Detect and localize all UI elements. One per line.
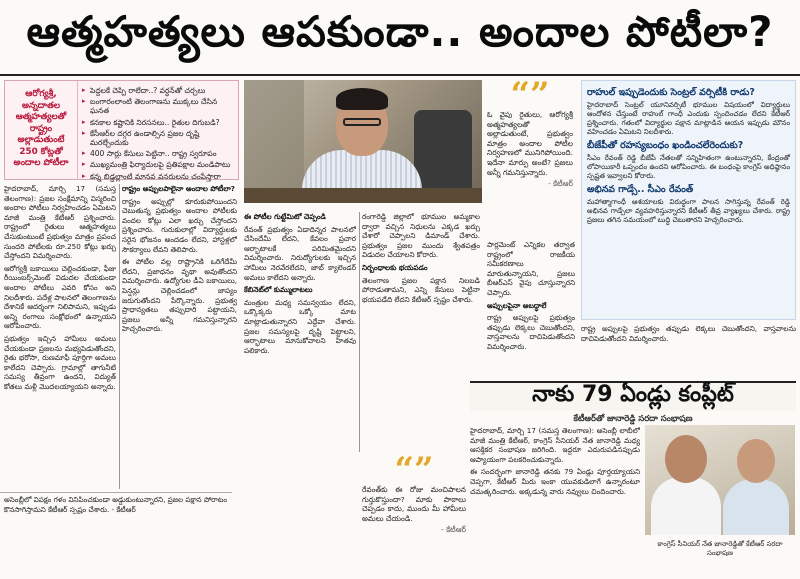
paragraph: హైదరాబాద్‌, మార్చి 17 (సమస్త తెలంగాణ): అసెంబ్లీ లాబీలో మాజీ మంత్రి కేటీఆర్, కాంగ్రెస్ సీనియర్ నేత జానారెడ్డి మధ్య ఆసక్తికర సంభాషణ జరిగింది. ఇద్దరూ ఎదురుపడినప్పుడు ఆప్యాయంగా పలకరించుకున్నారు. bbox=[470, 426, 640, 464]
quote-mark-icon: “” bbox=[394, 450, 434, 490]
bottom-left-text: అసెంబ్లీలో విపక్షం గళం వినిపించకుండా అడ్డుకుంటున్నారని, ప్రజల పక్షాన పోరాటం కొనసాగిస్తామని కేటీఆర్ స్పష్టం చేశారు. - కేటీఆర్ bbox=[4, 495, 228, 514]
quote-attribution: - కేటీఆర్ bbox=[548, 179, 573, 189]
column-subhead: ఈ పోటీల గుట్టేమిటో చెప్పండి bbox=[244, 212, 326, 221]
paragraph: రంగారెడ్డి జిల్లాలో భూముల అమ్మకాల ద్వారా వచ్చిన నిధులను ఎక్కడ ఖర్చు చేశారో చెప్పాలని డిమాండ్ చేశారు. ప్రభుత్వం ప్రజల ముందు శ్వేతపత్రం విడుదల చేయాలని కోరారు. bbox=[362, 212, 480, 260]
paragraph: ప్రభుత్వం ఇచ్చిన హామీలు అమలు చేయకుండా ప్రజలను మభ్యపెడుతోందని, రైతు భరోసా, రుణమాఫీ పూర్తిగా అమలు కాలేదని చెప్పారు. గ్రామాల్లో తాగునీటి సమస్య తీవ్రంగా ఉందని, విద్యుత్ కోతలు మళ్లీ మొదలయ్యాయని అన్నారు. bbox=[4, 333, 116, 391]
paragraph: పార్లమెంట్ ఎన్నికల తర్వాత రాష్ట్రంలో రాజకీయ సమీకరణాలు మారుతున్నాయని, ప్రజలు బీఆర్ఎస్ వైపు చూస్తున్నారని చెప్పారు. bbox=[487, 240, 575, 297]
quote-box bbox=[487, 75, 573, 235]
glasses-shape bbox=[343, 118, 381, 126]
paragraph: రాష్ట్రం అప్పుల్లో కూరుకుపోయిందని చెబుతున్న ప్రభుత్వం అందాల పోటీలకు వందల కోట్లు ఎలా ఖర్చు చేస్తోందని ప్రశ్నించారు. గురుకులాల్లో విద్యార్థులకు సరైన భోజనం అందడం లేదని, హాస్టళ్లలో సౌకర్యాలు లేవని తెలిపారు. bbox=[122, 196, 237, 254]
sidebar-heading: అభినవ గాడ్సే.. సీఎం రేవంత్ bbox=[587, 184, 694, 196]
column-subhead: నిర్బంధాలకు భయపడం bbox=[362, 262, 428, 272]
paragraph: ఈ పోటీల వల్ల రాష్ట్రానికి ఒరిగేదేమీ లేదని, ప్రజాధనం వృథా అవుతోందని విమర్శించారు. ఉద్యోగుల డీఏ బకాయిలు, పెన్షన్లు చెల్లించడంలో జాప్యం జరుగుతోందని పేర్కొన్నారు. ప్రభుత్వ ప్రాధాన్యతలు తప్పుదారి పట్టాయని, ప్రజలు అన్నీ గమనిస్తున్నారని హెచ్చరించారు. bbox=[122, 257, 237, 334]
column-subhead: కేబినెట్‌లో కుమ్ములాటలు bbox=[244, 285, 313, 295]
column-subhead: రాష్ట్రం అప్పులపాలైనా అందాల పోటీలా? bbox=[122, 184, 235, 193]
story-headline: నాకు 79 ఏండ్లు కంప్లీట్ bbox=[470, 381, 796, 411]
paragraph: రాష్ట్ర అప్పులపై ప్రభుత్వం తప్పుడు లెక్కలు చెబుతోందని, వాస్తవాలను దాచిపెడుతోందని విమర్శించారు. bbox=[487, 313, 575, 351]
paragraph: రేవంత్ ప్రభుత్వం ఏడాదిన్నర పాలనలో చేసిందేమీ లేదని, కేవలం ప్రచార ఆర్భాటాలకే పరిమితమైందని విమర్శించారు. నిరుద్యోగులకు ఇచ్చిన హామీలు నెరవేరలేదని, జాబ్ క్యాలెండర్ అమలు కాలేదని అన్నారు. bbox=[244, 224, 356, 282]
sidebar-paragraph: మహాత్మాగాంధీ ఆశయాలకు విరుద్ధంగా పాలన సాగిస్తున్న రేవంత్ రెడ్డి అభినవ గాడ్సేలా వ్యవహరిస్తున్నారని కేటీఆర్ తీవ్ర వ్యాఖ్యలు చేశారు. రాష్ట్ర ప్రజలు తగిన సమయంలో బుద్ధి చెబుతారని హెచ్చరించారు. bbox=[587, 197, 790, 225]
paragraph: ఈ సందర్భంగా జానారెడ్డి తనకు 79 ఏండ్లు పూర్తయ్యాయని చెప్పగా, కేటీఆర్ మీరు ఇంకా యువకుడిలాగే ఉన్నారంటూ చమత్కరించారు. అక్కడున్న వారు నవ్వులు చిందించారు. bbox=[470, 467, 640, 496]
sidebar-paragraph: హైదరాబాద్ సెంట్రల్ యూనివర్సిటీ భూముల విషయంలో విద్యార్థులు ఆందోళన చేస్తుంటే రాహుల్ గాంధీ ఎందుకు స్పందించడం లేదని కేటీఆర్ ప్రశ్నించారు. గతంలో విద్యార్థుల పక్షాన మాట్లాడిన ఆయన ఇప్పుడు మౌనం వహించడం ఏమిటని నిలదీశారు. bbox=[587, 100, 790, 137]
article-column-5 bbox=[487, 240, 575, 378]
photo-caption: కాంగ్రెస్ సీనియర్ నేత జానారెడ్డితో కేటీఆర్ సరదా సంభాషణ bbox=[657, 540, 783, 557]
paragraph: హైదరాబాద్‌, మార్చి 17 (సమస్త తెలంగాణ): ప్రజల సంక్షేమాన్ని విస్మరించి అందాల పోటీలు నిర్వహించడం ఏమిటని మాజీ మంత్రి కేటీఆర్ ప్రశ్నించారు. రాష్ట్రంలో రైతులు ఆత్మహత్యలు చేసుకుంటుంటే ప్రభుత్వం మాత్రం ప్రపంచ సుందరి పోటీలకు రూ.250 కోట్లు ఖర్చు చేస్తోందని విమర్శించారు. bbox=[4, 184, 116, 261]
column-divider bbox=[119, 184, 120, 489]
janareddy-ktr-photo bbox=[645, 425, 795, 535]
person-body bbox=[723, 479, 789, 535]
column-divider bbox=[359, 212, 360, 452]
quote-text: ఓ వైపు రైతులు, ఆరోగ్యశ్రీ అత్మహత్యలతో అల్లాడుతుంటే, ప్రభుత్వం మాత్రం అందాల పోటీల నిర్వహణలో మునిగిపోయింది. ఇదేనా మార్పు అంటే? ప్రజలు అన్నీ గమనిస్తున్నారు. bbox=[487, 110, 573, 177]
bottom-quote-box bbox=[362, 450, 466, 536]
person-hair bbox=[336, 88, 388, 110]
box-kicker: ఆరోగ్యశ్రీ, అన్నదాతల ఆత్మహత్యలతో రాష్ట్రం అల్లాడుతుంటే 250 కోట్లతో అందాల పోటీలా bbox=[13, 89, 69, 168]
key-points-list bbox=[77, 81, 238, 179]
person-head bbox=[665, 435, 707, 483]
article-column-1 bbox=[4, 184, 116, 489]
list-item: ▸ 400 సార్లు కేసులు పెట్టినా.. రాష్ట్ర స్వరూపం bbox=[82, 149, 234, 158]
list-item: ▸ పెద్దలకే చెప్పి రాలేదా..? వర్ధన్‌తో చర్చలు bbox=[82, 86, 234, 95]
quote-attribution: - కేటీఆర్ bbox=[441, 525, 466, 535]
list-item: ▸ కేసీఆర్‌ల దగ్గర ఉండాల్సిన ప్రజల దృష్టి మరల్చేందుకు bbox=[82, 129, 234, 147]
article-column-6 bbox=[581, 324, 796, 378]
paragraph: ఆరోగ్యశ్రీ బకాయిలు చెల్లించకుండా, ఫీజు రీయింబర్స్‌మెంట్ విడుదల చేయకుండా అందాల పోటీలు ఎవరి కోసం అని నిలదీశారు. పదేళ్ల పాలనలో తెలంగాణను దేశానికే ఆదర్శంగా నిలిపామని, ఇప్పుడు అన్ని రంగాలు సంక్షోభంలో ఉన్నాయని ఆరోపించారు. bbox=[4, 263, 116, 331]
sidebar-box bbox=[581, 80, 796, 320]
paragraph: రాష్ట్ర అప్పులపై ప్రభుత్వం తప్పుడు లెక్కలు చెబుతోందని, వాస్తవాలను దాచిపెడుతోందని విమర్శించారు. bbox=[581, 324, 796, 343]
list-item: ▸ ముఖ్యమంత్రి ఫిర్యాదులపై ప్రతిపక్షాల మండిపాటు bbox=[82, 160, 234, 169]
story-subheadline: కేటీఆర్‌తో జానారెడ్డి సరదా సంభాషణ bbox=[573, 413, 693, 423]
paragraph: మంత్రుల మధ్య సమన్వయం లేదని, ఒక్కొక్కరు ఒక్కో మాట మాట్లాడుతున్నారని ఎద్దేవా చేశారు. ప్రజల సమస్యలపై దృష్టి పెట్టాలని, ఆర్భాటాలు మానుకోవాలని హితవు పలికారు. bbox=[244, 297, 356, 355]
desk-shape bbox=[244, 188, 482, 203]
quote-text: రేవంత్‌కు ఈ రోజు మంచిపాలన గుర్తుకొస్తుందా? మాకు పాఠాలు చెప్పడం కాదు, ముందు మీ హామీలు అమలు చేయండి. bbox=[362, 485, 466, 523]
list-item: ▸ కన్న బిడ్డల్లాంటి మానవ వనరులను చంపేస్తారా bbox=[82, 172, 234, 181]
bottom-left-box bbox=[0, 492, 232, 579]
ktr-photo bbox=[244, 80, 482, 203]
column-subhead: అప్పులపైనా అబద్ధాలే bbox=[487, 300, 547, 310]
sidebar-heading: రాహుల్ ఇప్పుడెందుకు సెంట్రల్ వర్సిటీకి రాడు? bbox=[587, 87, 755, 98]
sidebar-heading: బీజేపీతో రహస్యబంధం ఖండించలేరెందుకు? bbox=[587, 140, 744, 152]
person-head bbox=[737, 439, 775, 483]
key-points-box bbox=[4, 80, 239, 180]
sidebar-paragraph: సీఎం రేవంత్ రెడ్డి బీజేపీ నేతలతో సన్నిహితంగా ఉంటున్నారని, కేంద్రంతో లోపాయికారీ ఒప్పందం ఉందని ఆరోపించారు. ఈ బంధంపై కాంగ్రెస్ అధిష్ఠానం స్పష్టత ఇవ్వాలని కోరారు. bbox=[587, 153, 790, 181]
list-item: ▸ కనకాల కష్టానికి నిరసనలు.. రైతుల దిగుబడి? bbox=[82, 118, 234, 127]
page-headline: ఆత్మహత్యలు ఆపకుండా.. అందాల పోటీలా? bbox=[0, 0, 800, 76]
article-column-4 bbox=[362, 212, 480, 450]
article-column-2 bbox=[122, 184, 237, 489]
list-item: ▸ బంగారంలాంటి తెలంగాణను ముక్కలు చేసిన ఘనత bbox=[82, 97, 234, 115]
person-body bbox=[651, 477, 721, 535]
story-body bbox=[470, 426, 640, 576]
article-column-3 bbox=[244, 212, 356, 577]
paragraph: తెలంగాణ ప్రజల పక్షాన నిలబడి పోరాడుతామని, ఎన్ని కేసులు పెట్టినా భయపడేది లేదని కేటీఆర్ స్పష్టం చేశారు. bbox=[362, 275, 480, 304]
photo-background bbox=[244, 80, 304, 203]
quote-mark-icon: “” bbox=[510, 75, 550, 115]
